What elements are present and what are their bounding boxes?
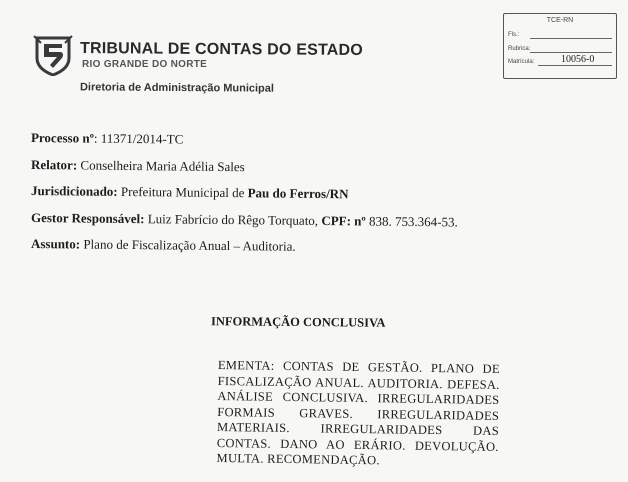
org-subtitle: RIO GRANDE DO NORTE [82, 59, 208, 70]
assunto-label: Assunto: [30, 236, 81, 252]
assunto-value: Plano de Fiscalização Anual – Auditoria. [80, 236, 296, 254]
ementa-block: EMENTA: CONTAS DE GESTÃO. PLANO DE FISCALIZAÇÃO ANUAL. AUDITORIA. DEFESA. ANÁLISE CONCLUSIVA. IRREGULARIDADES FORMAIS GRAVES. IRREGULARIDADES MATERIAIS. IRREGULARIDADES DAS CONTAS. DANO AO ERÁRIO. DEVOLUÇÃO. MULTA. RECOMENDAÇÃO. [216, 358, 500, 468]
gestor-value: Luiz Fabrício do Rêgo Torquato, [144, 211, 322, 229]
directorate-name: Diretoria de Administração Municipal [79, 81, 275, 95]
processo-value: : 11371/2014-TC [93, 130, 184, 147]
cpf-value: 838. 753.364-53. [365, 213, 458, 230]
stamp-matricula-row [508, 59, 534, 65]
jurisdicionado-field [31, 183, 349, 202]
cpf-label: CPF: nº [321, 213, 366, 229]
stamp-fls-line [530, 38, 612, 39]
stamp-rubrica-label: Rubrica: [508, 46, 531, 52]
gestor-label: Gestor Responsável: [30, 210, 145, 227]
tce-rn-logo [33, 34, 73, 76]
gestor-field [31, 210, 458, 230]
stamp-rubrica-row [508, 46, 530, 52]
stamp-title: TCE-RN [546, 17, 574, 24]
jurisdicionado-label: Jurisdicionado: [30, 183, 118, 199]
org-name: TRIBUNAL DE CONTAS DO ESTADO [79, 40, 363, 59]
stamp-fls-row [508, 32, 519, 38]
stamp-matricula-value: 10056-0 [561, 54, 595, 65]
protocol-stamp [503, 13, 617, 79]
jurisdicionado-city: Pau do Ferros/RN [247, 185, 349, 202]
jurisdicionado-value: Prefeitura Municipal de [117, 183, 248, 201]
relator-value: Conselheira Maria Adélia Sales [77, 157, 245, 175]
relator-label: Relator: [30, 157, 78, 173]
processo-label: Processo nº [30, 130, 94, 146]
document-heading: INFORMAÇÃO CONCLUSIVA [210, 314, 386, 330]
stamp-matricula-line [538, 65, 612, 66]
assunto-field [31, 236, 296, 255]
processo-field [31, 130, 184, 148]
stamp-matricula-label: Matrícula: [508, 59, 535, 65]
relator-field [31, 157, 245, 175]
stamp-fls-label: Fls.: [508, 32, 520, 38]
stamp-rubrica-line [530, 52, 612, 53]
